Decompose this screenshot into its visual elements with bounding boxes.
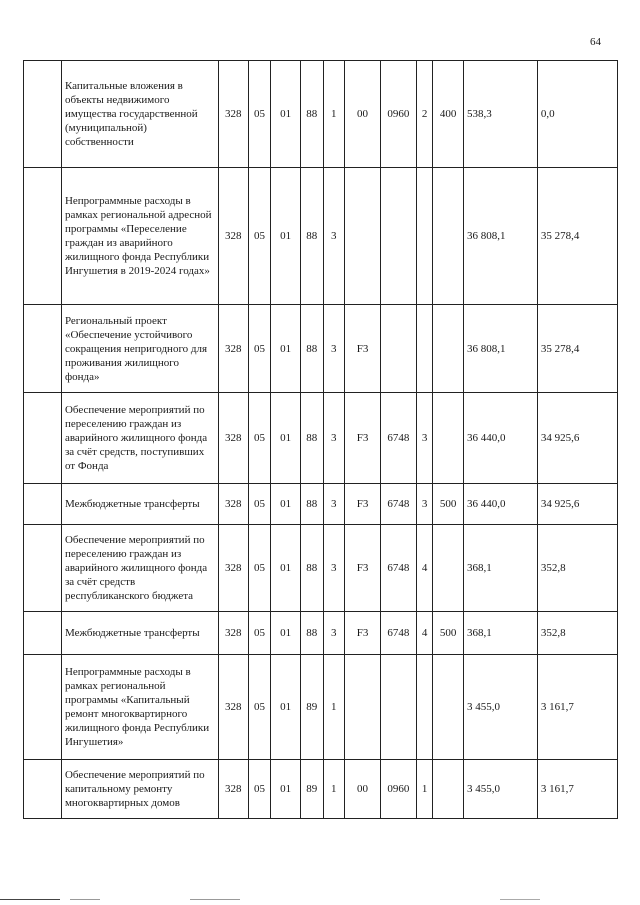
blank-cell (24, 612, 62, 655)
code-pr: 01 (271, 612, 301, 655)
code-source: 1 (416, 760, 432, 819)
code-project: F3 (345, 393, 381, 484)
scan-artifact-line (0, 899, 60, 900)
sum-planned: 368,1 (464, 612, 538, 655)
item-name: Капитальные вложения в объекты недвижимого имущества государственной (муниципальной) собственности (61, 61, 218, 168)
sum-planned: 36 440,0 (464, 484, 538, 525)
sum-planned: 36 808,1 (464, 168, 538, 305)
code-direction (380, 655, 416, 760)
item-name: Межбюджетные трансферты (61, 484, 218, 525)
blank-cell (24, 61, 62, 168)
code-project: F3 (345, 612, 381, 655)
code-subprogram: 3 (323, 525, 345, 612)
code-source: 4 (416, 612, 432, 655)
sum-planned: 538,3 (464, 61, 538, 168)
item-name: Непрограммные расходы в рамках региональной адресной программы «Переселение граждан из аварийного жилищного фонда Республики Ингушетия в 2019-2024 годах» (61, 168, 218, 305)
code-direction: 0960 (380, 61, 416, 168)
code-pr: 01 (271, 525, 301, 612)
code-program: 88 (300, 168, 323, 305)
code-project: 00 (345, 760, 381, 819)
code-subprogram: 1 (323, 61, 345, 168)
code-source: 2 (416, 61, 432, 168)
code-pr: 01 (271, 655, 301, 760)
code-direction: 6748 (380, 484, 416, 525)
code-direction (380, 168, 416, 305)
code-rz: 05 (248, 305, 271, 393)
code-rz: 05 (248, 61, 271, 168)
code-gr: 328 (218, 484, 248, 525)
code-gr: 328 (218, 525, 248, 612)
item-name: Межбюджетные трансферты (61, 612, 218, 655)
code-subprogram: 3 (323, 305, 345, 393)
sum-actual: 3 161,7 (537, 655, 617, 760)
code-program: 89 (300, 760, 323, 819)
code-subprogram: 3 (323, 484, 345, 525)
code-vr (433, 168, 464, 305)
code-vr (433, 760, 464, 819)
code-rz: 05 (248, 612, 271, 655)
code-rz: 05 (248, 484, 271, 525)
code-pr: 01 (271, 168, 301, 305)
blank-cell (24, 305, 62, 393)
code-gr: 328 (218, 61, 248, 168)
code-program: 88 (300, 484, 323, 525)
table-row (24, 760, 618, 819)
code-direction (380, 305, 416, 393)
code-direction: 6748 (380, 393, 416, 484)
code-direction: 6748 (380, 525, 416, 612)
code-subprogram: 3 (323, 393, 345, 484)
code-rz: 05 (248, 168, 271, 305)
code-subprogram: 1 (323, 760, 345, 819)
code-program: 88 (300, 612, 323, 655)
table-body (24, 61, 618, 819)
code-vr (433, 393, 464, 484)
code-program: 88 (300, 525, 323, 612)
code-rz: 05 (248, 655, 271, 760)
table-row (24, 655, 618, 760)
item-name: Региональный проект «Обеспечение устойчивого сокращения непригодного для проживания жилищного фонда» (61, 305, 218, 393)
code-pr: 01 (271, 61, 301, 168)
code-vr: 500 (433, 484, 464, 525)
code-vr (433, 525, 464, 612)
code-project: F3 (345, 525, 381, 612)
code-vr: 500 (433, 612, 464, 655)
code-gr: 328 (218, 168, 248, 305)
code-project: 00 (345, 61, 381, 168)
table-row (24, 168, 618, 305)
sum-actual: 352,8 (537, 525, 617, 612)
sum-planned: 36 808,1 (464, 305, 538, 393)
page-number: 64 (590, 36, 601, 48)
sum-planned: 3 455,0 (464, 655, 538, 760)
code-vr: 400 (433, 61, 464, 168)
sum-actual: 34 925,6 (537, 393, 617, 484)
scan-artifact-line (190, 899, 240, 900)
code-gr: 328 (218, 305, 248, 393)
code-project: F3 (345, 305, 381, 393)
budget-table (23, 60, 618, 819)
code-pr: 01 (271, 305, 301, 393)
code-pr: 01 (271, 484, 301, 525)
code-program: 88 (300, 305, 323, 393)
sum-actual: 35 278,4 (537, 305, 617, 393)
code-source (416, 168, 432, 305)
code-gr: 328 (218, 760, 248, 819)
table-row (24, 612, 618, 655)
item-name: Обеспечение мероприятий по переселению граждан из аварийного жилищного фонда за счёт средств, поступивших от Фонда (61, 393, 218, 484)
blank-cell (24, 760, 62, 819)
code-program: 88 (300, 393, 323, 484)
code-direction: 0960 (380, 760, 416, 819)
code-source (416, 655, 432, 760)
table-row (24, 525, 618, 612)
code-rz: 05 (248, 760, 271, 819)
sum-actual: 35 278,4 (537, 168, 617, 305)
code-source (416, 305, 432, 393)
code-gr: 328 (218, 655, 248, 760)
code-project (345, 168, 381, 305)
code-program: 88 (300, 61, 323, 168)
code-source: 4 (416, 525, 432, 612)
code-gr: 328 (218, 612, 248, 655)
sum-planned: 368,1 (464, 525, 538, 612)
code-source: 3 (416, 393, 432, 484)
sum-planned: 36 440,0 (464, 393, 538, 484)
sum-actual: 0,0 (537, 61, 617, 168)
sum-actual: 352,8 (537, 612, 617, 655)
item-name: Обеспечение мероприятий по переселению граждан из аварийного жилищного фонда за счёт средств республиканского бюджета (61, 525, 218, 612)
code-rz: 05 (248, 525, 271, 612)
code-project: F3 (345, 484, 381, 525)
sum-actual: 3 161,7 (537, 760, 617, 819)
blank-cell (24, 655, 62, 760)
code-project (345, 655, 381, 760)
table-row (24, 484, 618, 525)
blank-cell (24, 484, 62, 525)
scan-artifact-line (70, 899, 100, 900)
code-subprogram: 3 (323, 612, 345, 655)
sum-actual: 34 925,6 (537, 484, 617, 525)
code-rz: 05 (248, 393, 271, 484)
code-pr: 01 (271, 760, 301, 819)
code-program: 89 (300, 655, 323, 760)
blank-cell (24, 525, 62, 612)
code-gr: 328 (218, 393, 248, 484)
code-subprogram: 3 (323, 168, 345, 305)
code-vr (433, 655, 464, 760)
table-row (24, 393, 618, 484)
blank-cell (24, 168, 62, 305)
code-direction: 6748 (380, 612, 416, 655)
code-pr: 01 (271, 393, 301, 484)
code-vr (433, 305, 464, 393)
sum-planned: 3 455,0 (464, 760, 538, 819)
item-name: Обеспечение мероприятий по капитальному ремонту многоквартирных домов (61, 760, 218, 819)
scan-artifact-line (500, 899, 540, 900)
item-name: Непрограммные расходы в рамках региональной программы «Капитальный ремонт многоквартирного жилищного фонда Республики Ингушетия» (61, 655, 218, 760)
blank-cell (24, 393, 62, 484)
code-source: 3 (416, 484, 432, 525)
code-subprogram: 1 (323, 655, 345, 760)
table-row (24, 61, 618, 168)
table-row (24, 305, 618, 393)
